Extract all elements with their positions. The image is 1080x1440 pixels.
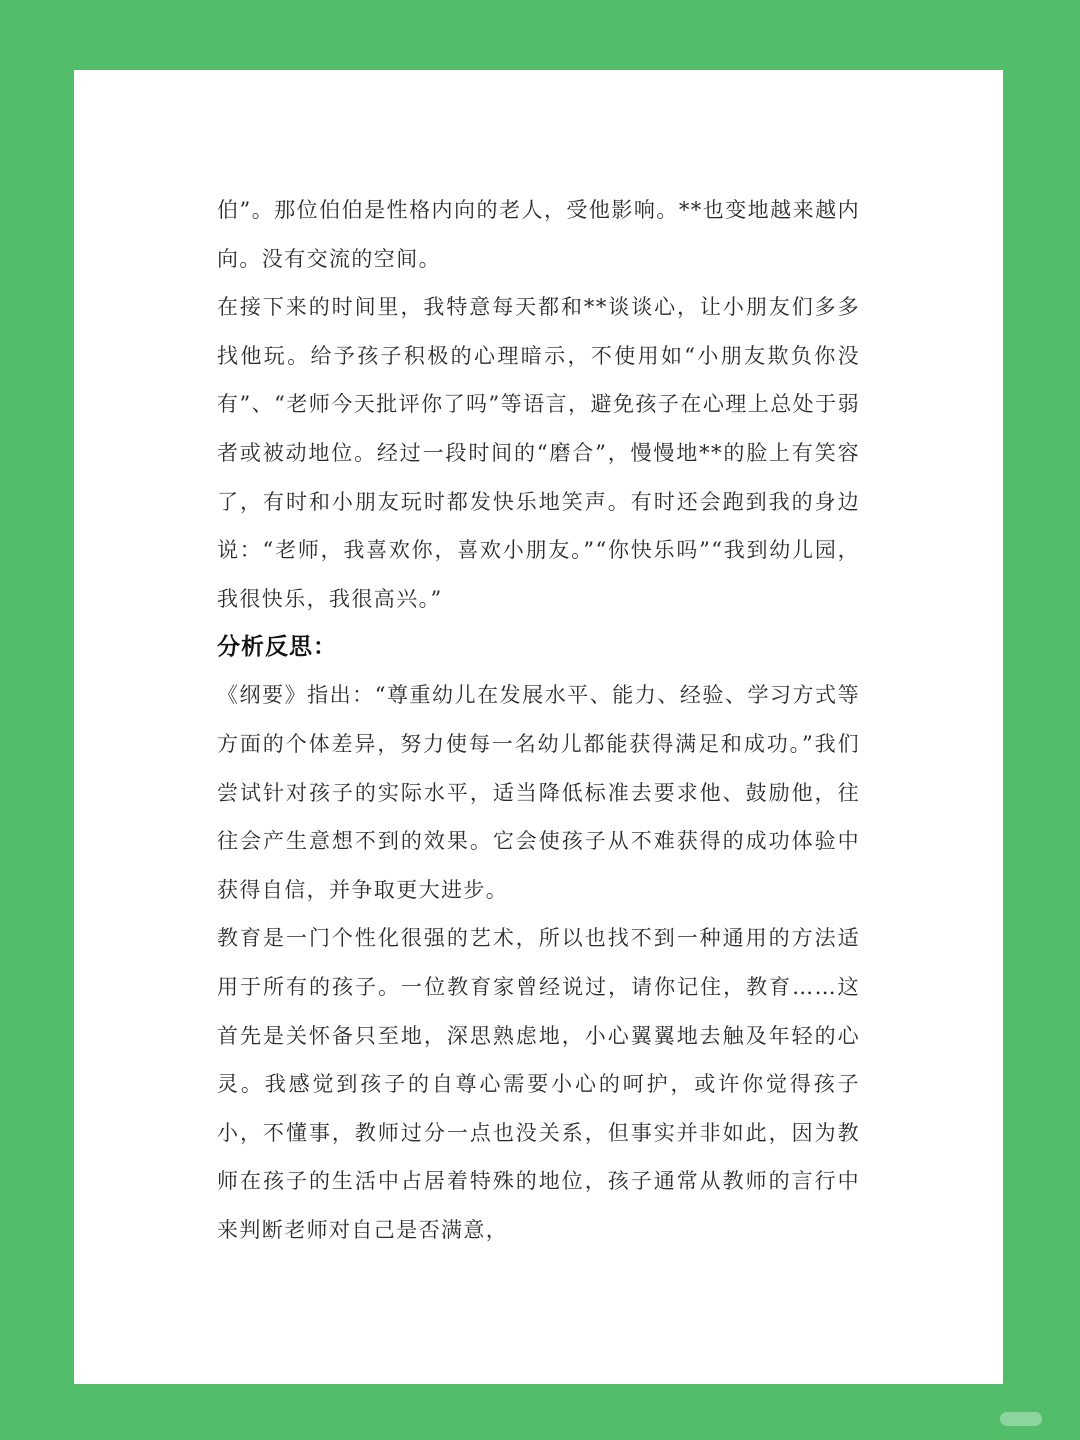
document-page bbox=[74, 70, 1003, 1384]
paragraph-2: 在接下来的时间里，我特意每天都和**谈谈心，让小朋友们多多找他玩。给予孩子积极的心理暗示，不使用如“小朋友欺负你没有”、“老师今天批评你了吗”等语言，避免孩子在心理上总处于弱者或被动地位。经过一段时间的“磨合”，慢慢地**的脸上有笑容了，有时和小朋友玩时都发快乐地笑声。有时还会跑到我的身边说：“老师，我喜欢你，喜欢小朋友。”“你快乐吗”“我到幼儿园，我很快乐，我很高兴。” bbox=[217, 295, 860, 611]
paragraph-1: 伯”。那位伯伯是性格内向的老人，受他影响。**也变地越来越内向。没有交流的空间。 bbox=[217, 198, 860, 271]
paragraph-4: 教育是一门个性化很强的艺术，所以也找不到一种通用的方法适用于所有的孩子。一位教育家曾经说过，请你记住，教育……这首先是关怀备只至地，深思熟虑地，小心翼翼地去触及年轻的心灵。我感觉到孩子的自尊心需要小心的呵护，或许你觉得孩子小，不懂事，教师过分一点也没关系，但事实并非如此，因为教师在孩子的生活中占居着特殊的地位，孩子通常从教师的言行中来判断老师对自己是否满意， bbox=[217, 926, 860, 1242]
paragraph-3: 《纲要》指出：“尊重幼儿在发展水平、能力、经验、学习方式等方面的个体差异，努力使每一名幼儿都能获得满足和成功。”我们尝试针对孩子的实际水平，适当降低标准去要求他、鼓励他，往往会产生意想不到的效果。它会使孩子从不难获得的成功体验中获得自信，并争取更大进步。 bbox=[217, 683, 860, 902]
document-body bbox=[217, 186, 860, 1254]
watermark-badge bbox=[1000, 1412, 1042, 1426]
section-heading: 分析反思： bbox=[217, 634, 337, 661]
